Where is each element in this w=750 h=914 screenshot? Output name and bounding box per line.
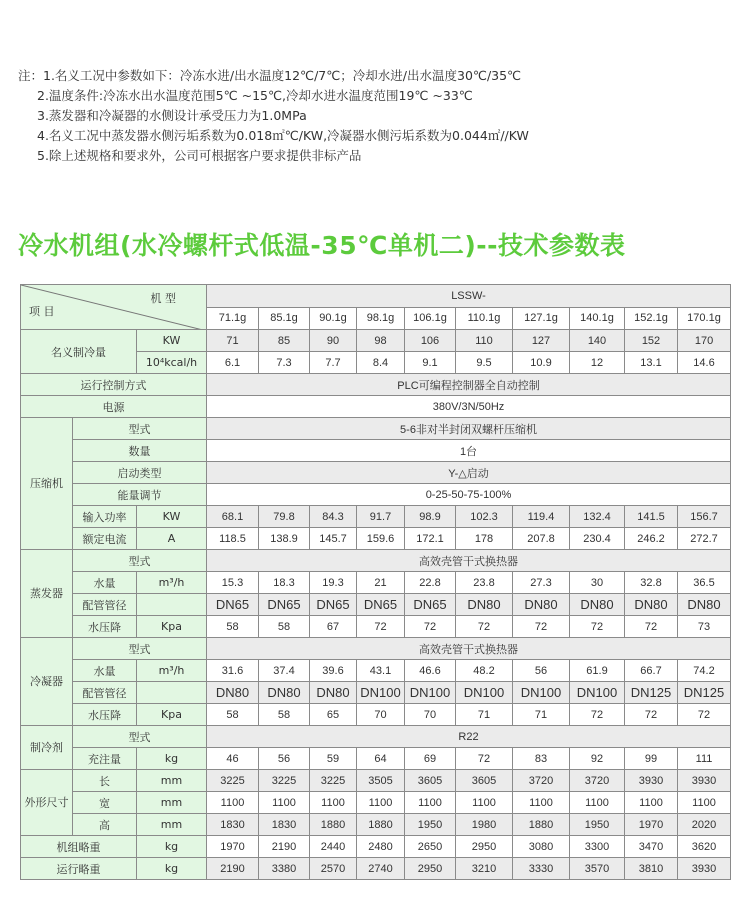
- condenser-flow-cell: 46.6: [405, 660, 456, 682]
- note-5: 5.除上述规格和要求外，公司可根据客户要求提供非标产品: [37, 148, 362, 163]
- evaporator-pipe-cell: DN80: [570, 594, 625, 616]
- capacity-kw-cell: 106: [405, 330, 456, 352]
- evaporator-flow-cell: 19.3: [310, 572, 357, 594]
- refrigerant-type: R22: [207, 726, 731, 748]
- note-4: 4.名义工况中蒸发器水侧污垢系数为0.018㎡℃/KW,冷凝器水侧污垢系数为0.044㎡//KW: [37, 128, 529, 143]
- capacity-kw-cell: 127: [513, 330, 570, 352]
- evaporator-flow-cell: 27.3: [513, 572, 570, 594]
- evaporator-pipe-cell: DN65: [405, 594, 456, 616]
- model-cell: 85.1g: [259, 307, 310, 330]
- unit-label: [137, 594, 207, 616]
- row-label: 充注量: [73, 748, 137, 770]
- dim-length-cell: 3605: [405, 770, 456, 792]
- unit-label: A: [137, 528, 207, 550]
- capacity-kw-cell: 110: [456, 330, 513, 352]
- spec-table: [20, 284, 731, 880]
- condenser-flow-cell: 43.1: [357, 660, 405, 682]
- unit-label: m³/h: [137, 572, 207, 594]
- refrigerant-charge-cell: 59: [310, 748, 357, 770]
- unit-label: kg: [137, 836, 207, 858]
- condenser-drop-cell: 65: [310, 704, 357, 726]
- row-label: 型式: [73, 638, 207, 660]
- run-weight-cell: 3330: [513, 858, 570, 880]
- condenser-pipe-cell: DN80: [259, 682, 310, 704]
- unit-label: KW: [137, 506, 207, 528]
- power-label: 电源: [21, 396, 207, 418]
- refrigerant-charge-cell: 92: [570, 748, 625, 770]
- unit-label: 10⁴kcal/h: [137, 352, 207, 374]
- row-label: 水压降: [73, 616, 137, 638]
- dim-width-cell: 1100: [678, 792, 731, 814]
- dim-length-cell: 3720: [570, 770, 625, 792]
- evaporator-pipe-cell: DN80: [513, 594, 570, 616]
- capacity-kw-cell: 170: [678, 330, 731, 352]
- evaporator-drop-cell: 58: [259, 616, 310, 638]
- evaporator-pipe-cell: DN80: [625, 594, 678, 616]
- condenser-pipe-cell: DN100: [513, 682, 570, 704]
- rated-current-cell: 178: [456, 528, 513, 550]
- evaporator-drop-cell: 67: [310, 616, 357, 638]
- condenser-pipe-cell: DN80: [310, 682, 357, 704]
- rated-current-cell: 118.5: [207, 528, 259, 550]
- input-power-cell: 98.9: [405, 506, 456, 528]
- refrigerant-charge-cell: 111: [678, 748, 731, 770]
- dimensions-group: 外形尺寸: [21, 770, 73, 836]
- unit-weight-cell: 3300: [570, 836, 625, 858]
- dim-width-cell: 1100: [207, 792, 259, 814]
- row-label: 型式: [73, 418, 207, 440]
- model-cell: 152.1g: [625, 307, 678, 330]
- unit-label: Kpa: [137, 616, 207, 638]
- note-2: 2.温度条件:冷冻水出水温度范围5℃ ~15℃,冷却水进水温度范围19℃ ~33℃: [37, 88, 473, 103]
- evaporator-drop-cell: 72: [625, 616, 678, 638]
- row-label: 配管管径: [73, 682, 137, 704]
- refrigerant-charge-cell: 99: [625, 748, 678, 770]
- rated-current-cell: 145.7: [310, 528, 357, 550]
- dim-length-cell: 3225: [259, 770, 310, 792]
- unit-weight-cell: 2480: [357, 836, 405, 858]
- condenser-drop-cell: 72: [678, 704, 731, 726]
- evaporator-drop-cell: 72: [570, 616, 625, 638]
- row-label: 高: [73, 814, 137, 836]
- refrigerant-charge-cell: 83: [513, 748, 570, 770]
- run-weight-cell: 3570: [570, 858, 625, 880]
- unit-label: Kpa: [137, 704, 207, 726]
- unit-weight-cell: 2440: [310, 836, 357, 858]
- capacity-label: 名义制冷量: [21, 330, 137, 374]
- evaporator-drop-cell: 73: [678, 616, 731, 638]
- refrigerant-charge-cell: 69: [405, 748, 456, 770]
- dim-height-cell: 1880: [513, 814, 570, 836]
- input-power-cell: 156.7: [678, 506, 731, 528]
- evaporator-pipe-cell: DN65: [259, 594, 310, 616]
- condenser-pipe-cell: DN125: [678, 682, 731, 704]
- unit-weight-cell: 3620: [678, 836, 731, 858]
- unit-weight-cell: 2650: [405, 836, 456, 858]
- row-label: 启动类型: [73, 462, 207, 484]
- evaporator-drop-cell: 72: [405, 616, 456, 638]
- notes: [18, 66, 529, 166]
- rated-current-cell: 230.4: [570, 528, 625, 550]
- dim-width-cell: 1100: [357, 792, 405, 814]
- capacity-kw-cell: 152: [625, 330, 678, 352]
- model-cell: 140.1g: [570, 307, 625, 330]
- row-label: 运行略重: [21, 858, 137, 880]
- condenser-drop-cell: 72: [625, 704, 678, 726]
- evaporator-flow-cell: 32.8: [625, 572, 678, 594]
- evaporator-drop-cell: 72: [357, 616, 405, 638]
- condenser-drop-cell: 70: [357, 704, 405, 726]
- capacity-kcal-cell: 8.4: [357, 352, 405, 374]
- condenser-flow-cell: 37.4: [259, 660, 310, 682]
- note-3: 3.蒸发器和冷凝器的水侧设计承受压力为1.0MPa: [37, 108, 307, 123]
- capacity-kcal-cell: 6.1: [207, 352, 259, 374]
- condenser-pipe-cell: DN100: [570, 682, 625, 704]
- model-cell: 110.1g: [456, 307, 513, 330]
- capacity-kw-cell: 90: [310, 330, 357, 352]
- capacity-kcal-cell: 13.1: [625, 352, 678, 374]
- model-cell: 98.1g: [357, 307, 405, 330]
- row-label: 输入功率: [73, 506, 137, 528]
- capacity-kw-cell: 85: [259, 330, 310, 352]
- refrigerant-charge-cell: 56: [259, 748, 310, 770]
- condenser-drop-cell: 71: [456, 704, 513, 726]
- evaporator-flow-cell: 21: [357, 572, 405, 594]
- capacity-kcal-cell: 12: [570, 352, 625, 374]
- capacity-kw-cell: 140: [570, 330, 625, 352]
- input-power-cell: 119.4: [513, 506, 570, 528]
- run-weight-cell: 2570: [310, 858, 357, 880]
- capacity-kcal-cell: 7.7: [310, 352, 357, 374]
- condenser-drop-cell: 71: [513, 704, 570, 726]
- condenser-flow-cell: 61.9: [570, 660, 625, 682]
- refrigerant-charge-cell: 64: [357, 748, 405, 770]
- condenser-pipe-cell: DN80: [207, 682, 259, 704]
- rated-current-cell: 138.9: [259, 528, 310, 550]
- evaporator-drop-cell: 58: [207, 616, 259, 638]
- unit-label: mm: [137, 792, 207, 814]
- page-title: 冷水机组(水冷螺杆式低温-35℃单机二)--技术参数表: [18, 231, 626, 260]
- row-label: 型式: [73, 726, 207, 748]
- unit-label: m³/h: [137, 660, 207, 682]
- evaporator-type: 高效壳管干式换热器: [207, 550, 731, 572]
- dim-height-cell: 1880: [357, 814, 405, 836]
- capacity-kcal-cell: 7.3: [259, 352, 310, 374]
- unit-label: mm: [137, 814, 207, 836]
- condenser-drop-cell: 58: [259, 704, 310, 726]
- evaporator-flow-cell: 36.5: [678, 572, 731, 594]
- condenser-pipe-cell: DN100: [456, 682, 513, 704]
- dim-length-cell: 3225: [207, 770, 259, 792]
- unit-weight-cell: 2950: [456, 836, 513, 858]
- row-label: 型式: [73, 550, 207, 572]
- row-label: 水压降: [73, 704, 137, 726]
- control-value: PLC可编程控制器全自动控制: [207, 374, 731, 396]
- compressor-qty: 1台: [207, 440, 731, 462]
- dim-height-cell: 1970: [625, 814, 678, 836]
- condenser-flow-cell: 31.6: [207, 660, 259, 682]
- dim-width-cell: 1100: [570, 792, 625, 814]
- rated-current-cell: 272.7: [678, 528, 731, 550]
- dim-height-cell: 1880: [310, 814, 357, 836]
- dim-height-cell: 1950: [405, 814, 456, 836]
- row-label: 能量调节: [73, 484, 207, 506]
- rated-current-cell: 207.8: [513, 528, 570, 550]
- dim-width-cell: 1100: [456, 792, 513, 814]
- model-cell: 170.1g: [678, 307, 731, 330]
- model-cell: 71.1g: [207, 307, 259, 330]
- power-value: 380V/3N/50Hz: [207, 396, 731, 418]
- run-weight-cell: 3930: [678, 858, 731, 880]
- row-label: 宽: [73, 792, 137, 814]
- model-cell: 127.1g: [513, 307, 570, 330]
- evaporator-pipe-cell: DN80: [678, 594, 731, 616]
- refrigerant-group: 制冷剂: [21, 726, 73, 770]
- run-weight-cell: 2950: [405, 858, 456, 880]
- model-cell: 106.1g: [405, 307, 456, 330]
- unit-label: [137, 682, 207, 704]
- dim-width-cell: 1100: [259, 792, 310, 814]
- refrigerant-charge-cell: 72: [456, 748, 513, 770]
- unit-label: mm: [137, 770, 207, 792]
- dim-width-cell: 1100: [310, 792, 357, 814]
- evaporator-pipe-cell: DN65: [357, 594, 405, 616]
- evaporator-flow-cell: 22.8: [405, 572, 456, 594]
- row-label: 水量: [73, 572, 137, 594]
- evaporator-pipe-cell: DN65: [207, 594, 259, 616]
- refrigerant-charge-cell: 46: [207, 748, 259, 770]
- evaporator-flow-cell: 15.3: [207, 572, 259, 594]
- corner-model-label: 机 型: [150, 292, 176, 305]
- evaporator-drop-cell: 72: [513, 616, 570, 638]
- compressor-capacity-control: 0-25-50-75-100%: [207, 484, 731, 506]
- unit-weight-cell: 1970: [207, 836, 259, 858]
- condenser-group: 冷凝器: [21, 638, 73, 726]
- row-label: 水量: [73, 660, 137, 682]
- dim-length-cell: 3505: [357, 770, 405, 792]
- run-weight-cell: 3380: [259, 858, 310, 880]
- input-power-cell: 141.5: [625, 506, 678, 528]
- dim-width-cell: 1100: [625, 792, 678, 814]
- evaporator-drop-cell: 72: [456, 616, 513, 638]
- row-label: 数量: [73, 440, 207, 462]
- condenser-pipe-cell: DN125: [625, 682, 678, 704]
- condenser-drop-cell: 70: [405, 704, 456, 726]
- capacity-kcal-cell: 9.1: [405, 352, 456, 374]
- dim-length-cell: 3930: [678, 770, 731, 792]
- input-power-cell: 68.1: [207, 506, 259, 528]
- capacity-kcal-cell: 14.6: [678, 352, 731, 374]
- dim-length-cell: 3930: [625, 770, 678, 792]
- condenser-flow-cell: 39.6: [310, 660, 357, 682]
- input-power-cell: 102.3: [456, 506, 513, 528]
- input-power-cell: 79.8: [259, 506, 310, 528]
- condenser-flow-cell: 66.7: [625, 660, 678, 682]
- dim-length-cell: 3605: [456, 770, 513, 792]
- condenser-flow-cell: 74.2: [678, 660, 731, 682]
- evaporator-group: 蒸发器: [21, 550, 73, 638]
- row-label: 额定电流: [73, 528, 137, 550]
- condenser-pipe-cell: DN100: [405, 682, 456, 704]
- compressor-group: 压缩机: [21, 418, 73, 550]
- rated-current-cell: 159.6: [357, 528, 405, 550]
- rated-current-cell: 246.2: [625, 528, 678, 550]
- capacity-kcal-cell: 9.5: [456, 352, 513, 374]
- model-cell: 90.1g: [310, 307, 357, 330]
- run-weight-cell: 2190: [207, 858, 259, 880]
- evaporator-pipe-cell: DN80: [456, 594, 513, 616]
- unit-label: kg: [137, 748, 207, 770]
- unit-weight-cell: 3080: [513, 836, 570, 858]
- rated-current-cell: 172.1: [405, 528, 456, 550]
- unit-weight-cell: 3470: [625, 836, 678, 858]
- condenser-flow-cell: 56: [513, 660, 570, 682]
- condenser-drop-cell: 58: [207, 704, 259, 726]
- evaporator-pipe-cell: DN65: [310, 594, 357, 616]
- dim-width-cell: 1100: [405, 792, 456, 814]
- condenser-flow-cell: 48.2: [456, 660, 513, 682]
- dim-height-cell: 1830: [259, 814, 310, 836]
- compressor-type: 5-6非对半封闭双螺杆压缩机: [207, 418, 731, 440]
- evaporator-flow-cell: 30: [570, 572, 625, 594]
- run-weight-cell: 3210: [456, 858, 513, 880]
- note-1: 注：1.名义工况中参数如下：冷冻水进/出水温度12℃/7℃；冷却水进/出水温度30℃/35℃: [18, 68, 522, 83]
- condenser-pipe-cell: DN100: [357, 682, 405, 704]
- dim-width-cell: 1100: [513, 792, 570, 814]
- compressor-start: Y-△启动: [207, 462, 731, 484]
- unit-weight-cell: 2190: [259, 836, 310, 858]
- input-power-cell: 84.3: [310, 506, 357, 528]
- series-name: LSSW-: [207, 285, 731, 308]
- evaporator-flow-cell: 18.3: [259, 572, 310, 594]
- input-power-cell: 132.4: [570, 506, 625, 528]
- dim-height-cell: 1830: [207, 814, 259, 836]
- evaporator-flow-cell: 23.8: [456, 572, 513, 594]
- unit-label: KW: [137, 330, 207, 352]
- capacity-kw-cell: 71: [207, 330, 259, 352]
- run-weight-cell: 3810: [625, 858, 678, 880]
- row-label: 配管管径: [73, 594, 137, 616]
- run-weight-cell: 2740: [357, 858, 405, 880]
- condenser-drop-cell: 72: [570, 704, 625, 726]
- dim-height-cell: 1980: [456, 814, 513, 836]
- capacity-kw-cell: 98: [357, 330, 405, 352]
- dim-height-cell: 1950: [570, 814, 625, 836]
- input-power-cell: 91.7: [357, 506, 405, 528]
- dim-length-cell: 3720: [513, 770, 570, 792]
- control-label: 运行控制方式: [21, 374, 207, 396]
- unit-label: kg: [137, 858, 207, 880]
- dim-height-cell: 2020: [678, 814, 731, 836]
- row-label: 机组略重: [21, 836, 137, 858]
- capacity-kcal-cell: 10.9: [513, 352, 570, 374]
- corner-item-label: 项 目: [29, 305, 55, 318]
- dim-length-cell: 3225: [310, 770, 357, 792]
- row-label: 长: [73, 770, 137, 792]
- condenser-type: 高效壳管干式换热器: [207, 638, 731, 660]
- corner-header: [21, 285, 207, 330]
